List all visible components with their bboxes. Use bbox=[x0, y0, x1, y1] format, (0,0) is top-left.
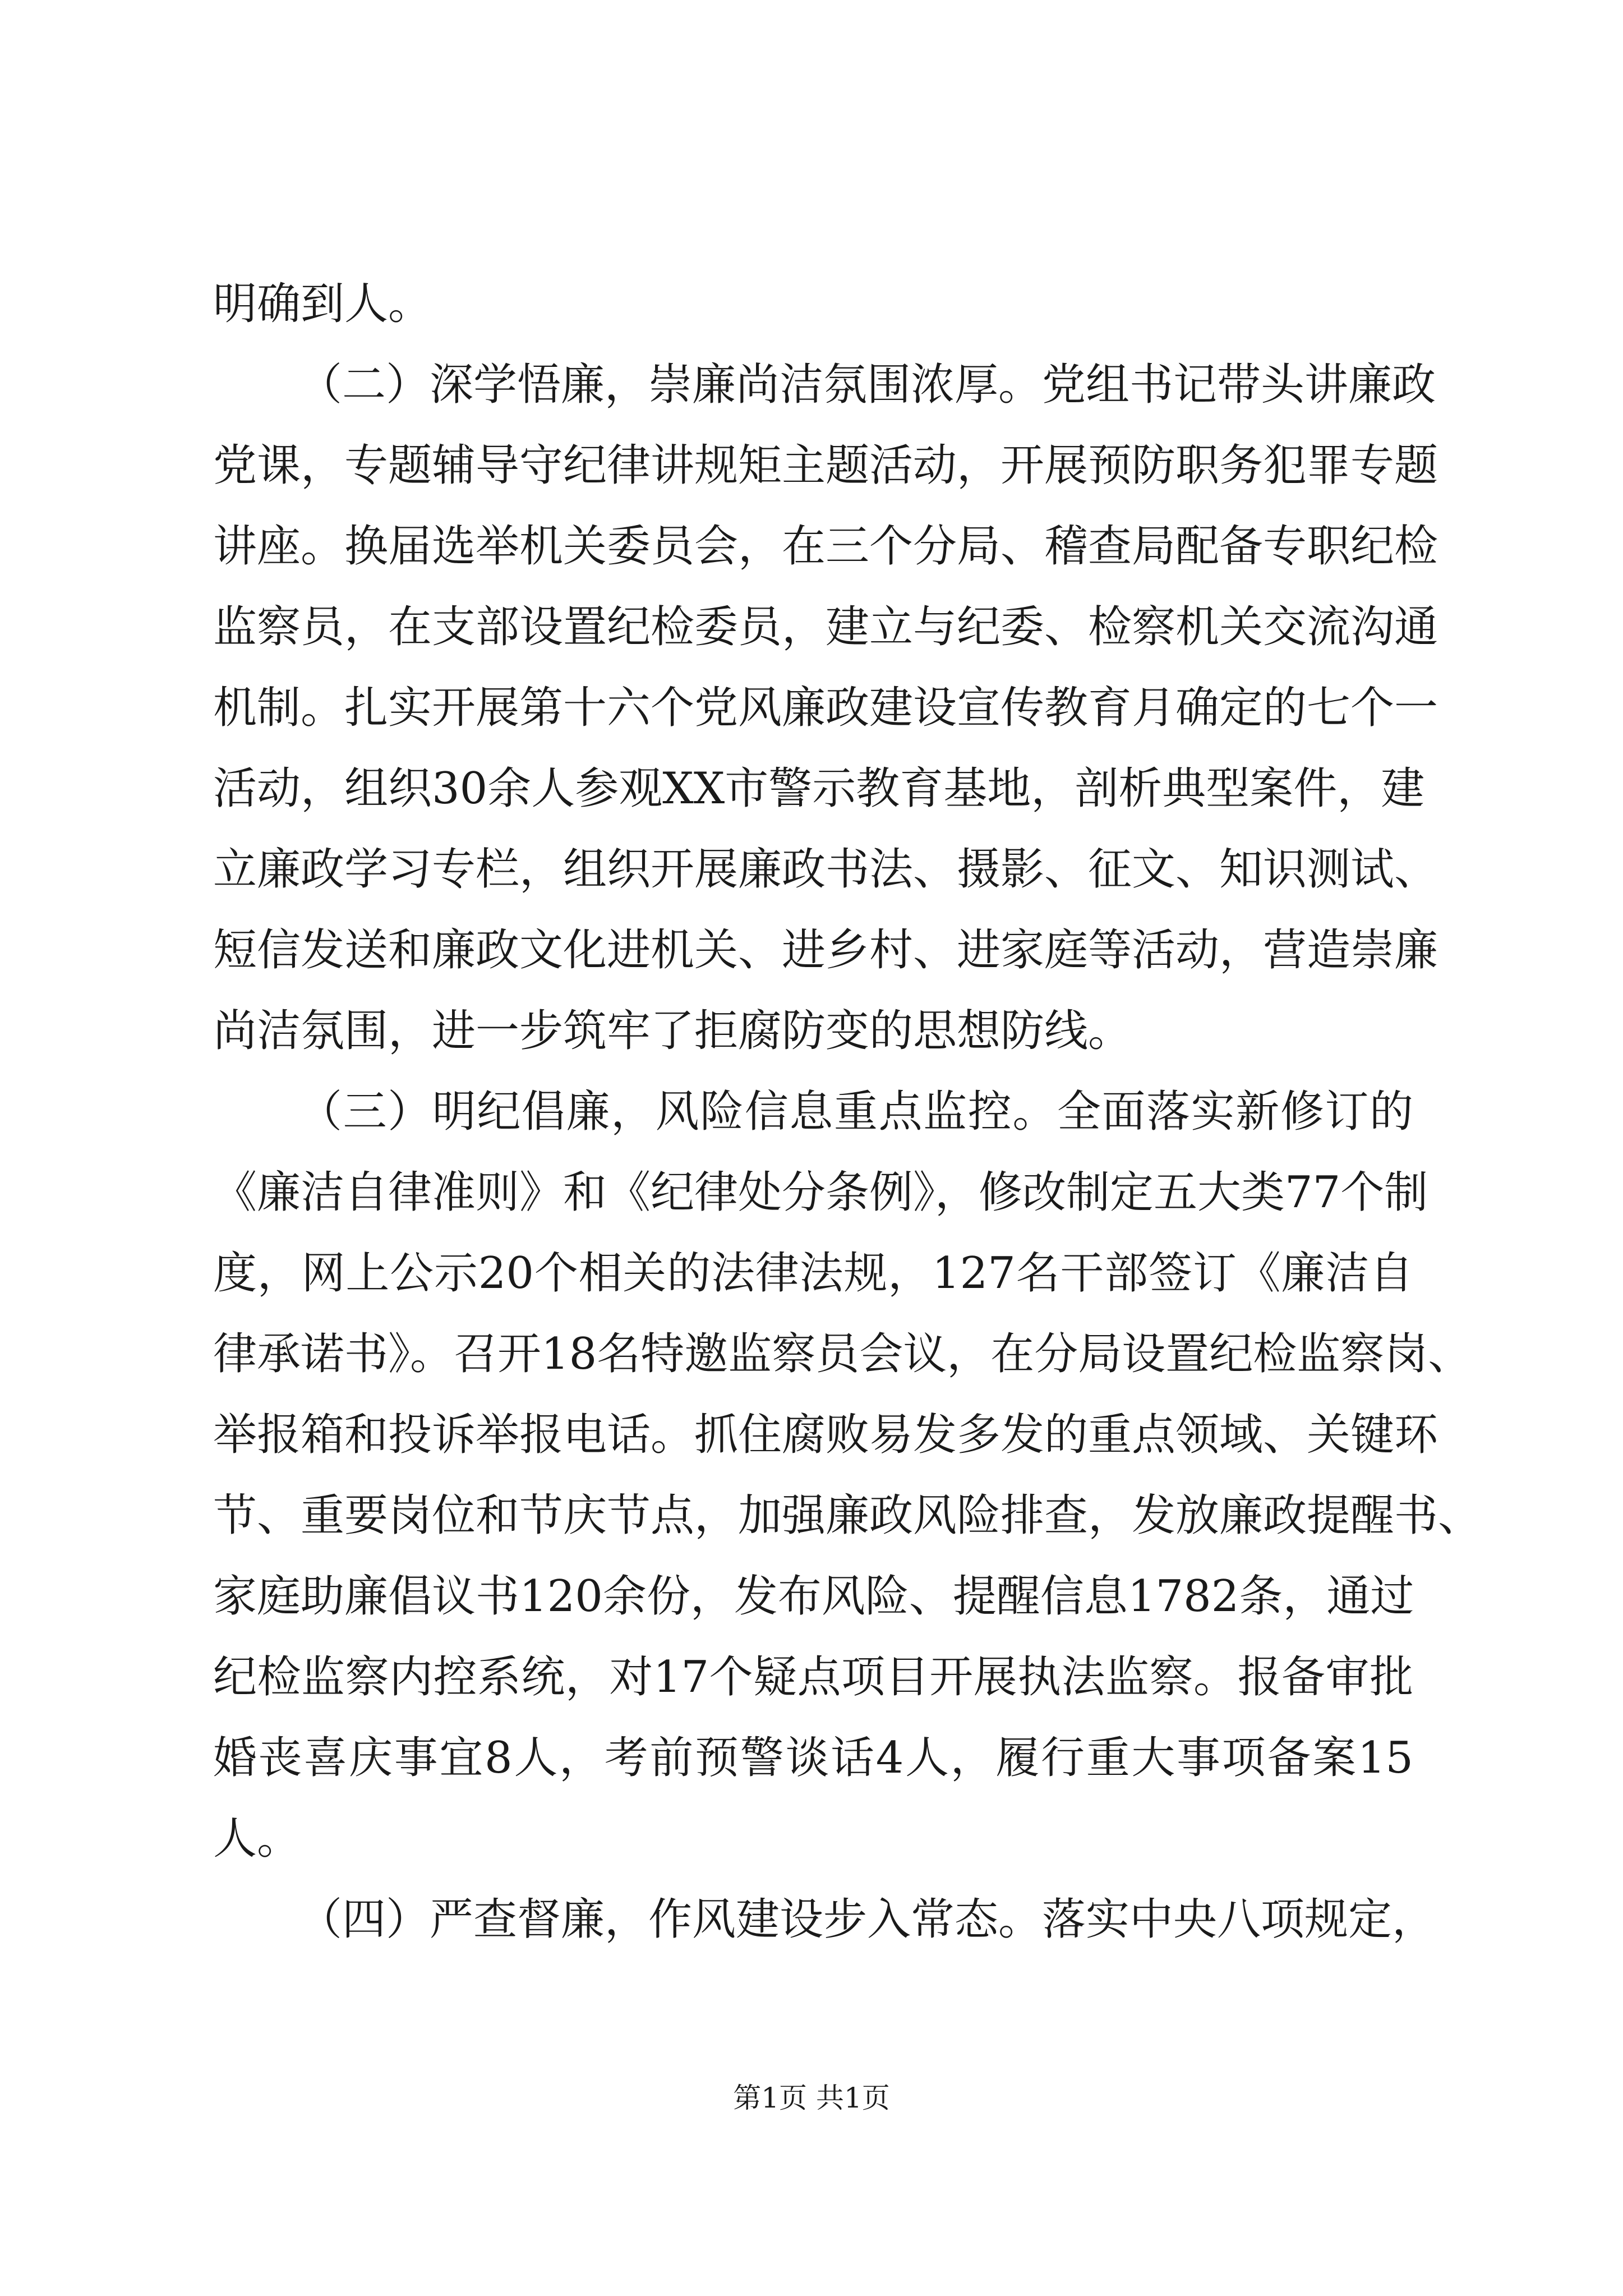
text-line: 明确到人。 bbox=[213, 279, 432, 329]
text-line: 人。 bbox=[213, 1814, 301, 1864]
text-line: 家庭助廉倡议书120余份，发布风险、提醒信息1782条，通过 bbox=[213, 1571, 1414, 1622]
text-line: 《廉洁自律准则》和《纪律处分条例》，修改制定五大类77个制 bbox=[213, 1167, 1428, 1218]
paragraph-heading-line: （四）严查督廉，作风建设步入常态。落实中央八项规定， bbox=[298, 1894, 1436, 1945]
page-footer: 第1页 共1页 bbox=[733, 2082, 890, 2114]
text-line: 活动，组织30余人参观XX市警示教育基地，剖析典型案件，建 bbox=[213, 763, 1425, 814]
text-line: 短信发送和廉政文化进机关、进乡村、进家庭等活动，营造崇廉 bbox=[213, 925, 1438, 976]
text-line: 律承诺书》。召开18名特邀监察员会议，在分局设置纪检监察岗、 bbox=[213, 1329, 1472, 1379]
text-line: 婚丧喜庆事宜8人，考前预警谈话4人，履行重大事项备案15 bbox=[213, 1733, 1413, 1783]
text-line: 监察员，在支部设置纪检委员，建立与纪委、检察机关交流沟通 bbox=[213, 602, 1438, 652]
text-line: 党课，专题辅导守纪律讲规矩主题活动，开展预防职务犯罪专题 bbox=[213, 440, 1438, 491]
text-line: 尚洁氛围，进一步筑牢了拒腐防变的思想防线。 bbox=[213, 1006, 1132, 1056]
text-line: 度，网上公示20个相关的法律法规，127名干部签订《廉洁自 bbox=[213, 1248, 1413, 1299]
text-line: 节、重要岗位和节庆节点，加强廉政风险排查，发放廉政提醒书、 bbox=[213, 1490, 1482, 1541]
document-body bbox=[213, 264, 1482, 1960]
text-line: 讲座。换届选举机关委员会，在三个分局、稽查局配备专职纪检 bbox=[213, 521, 1438, 572]
text-line: 立廉政学习专栏，组织开展廉政书法、摄影、征文、知识测试、 bbox=[213, 844, 1438, 895]
text-line: 机制。扎实开展第十六个党风廉政建设宣传教育月确定的七个一 bbox=[213, 683, 1438, 733]
paragraph-heading-line: （三）明纪倡廉，风险信息重点监控。全面落实新修订的 bbox=[298, 1087, 1413, 1137]
text-line: 纪检监察内控系统，对17个疑点项目开展执法监察。报备审批 bbox=[213, 1652, 1413, 1703]
text-line: 举报箱和投诉举报电话。抓住腐败易发多发的重点领域、关键环 bbox=[213, 1410, 1438, 1460]
paragraph-heading-line: （二）深学悟廉，崇廉尚洁氛围浓厚。党组书记带头讲廉政 bbox=[298, 360, 1436, 410]
